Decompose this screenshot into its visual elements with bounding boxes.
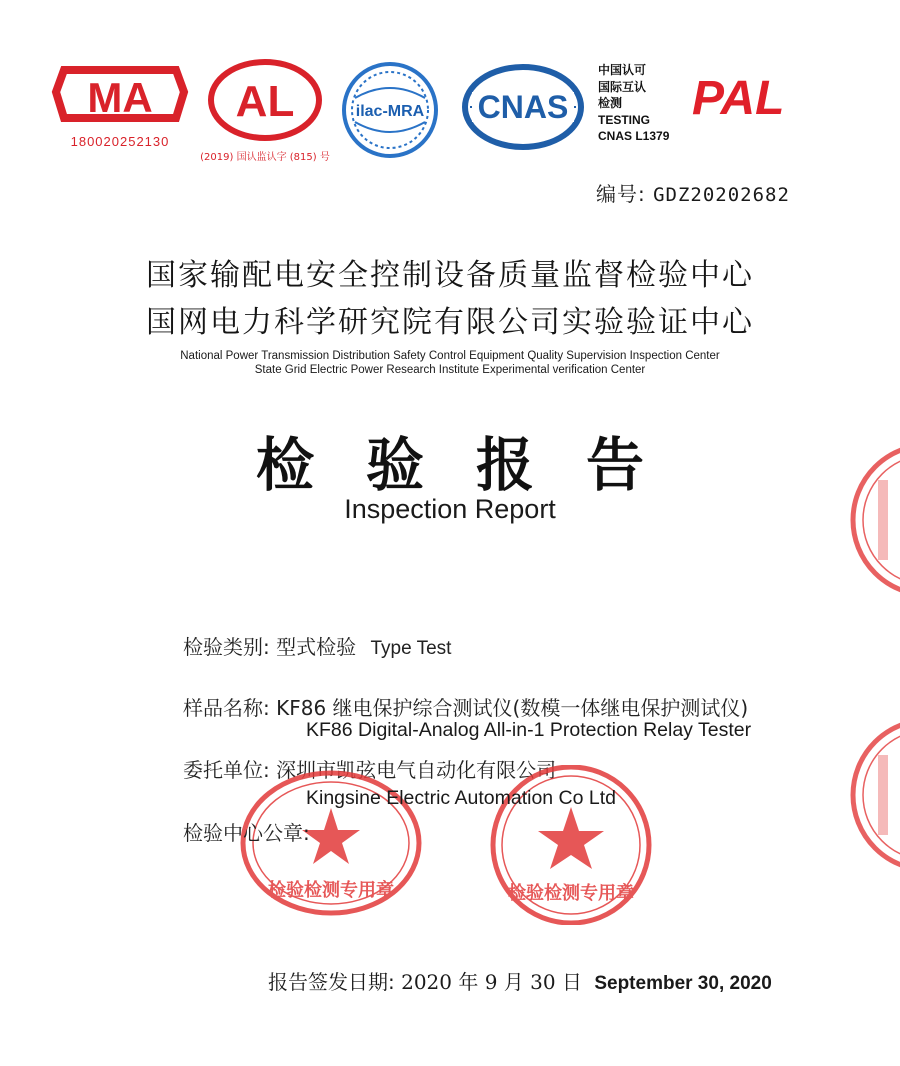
serial-label: 编号: — [596, 182, 646, 206]
report-title-en: Inspection Report — [344, 494, 556, 524]
cal-caption: (2019) 国认监认字 (815) 号 — [200, 152, 330, 163]
cnas-logo-text: CNAS — [477, 89, 569, 125]
testing-line: CNAS L1379 — [598, 129, 670, 143]
issue-date-row — [268, 966, 772, 995]
center-name-en-1: National Power Transmission Distribution Safety Control Equipment Quality Supervision Inspection Center — [180, 350, 720, 362]
title-char: 验 — [365, 431, 424, 499]
cma-logo — [50, 62, 190, 152]
report-title-cn — [0, 418, 900, 502]
cma-number: 180020252130 — [70, 134, 170, 149]
cma-logo-text: MA — [87, 74, 153, 121]
title-char: 检 — [255, 431, 314, 499]
sample-name-row — [183, 692, 748, 721]
client-cn: 深圳市凯弦电气自动化有限公司 — [276, 758, 557, 782]
inspection-type-en: Type Test — [370, 638, 452, 659]
edge-seal-fragment-bottom — [848, 715, 900, 875]
serial-value: GDZ20202682 — [653, 184, 790, 206]
cnas-logo — [458, 62, 588, 162]
testing-line: 检测 — [598, 96, 623, 110]
client-label: 委托单位: — [183, 758, 270, 782]
testing-line: TESTING — [598, 112, 651, 127]
cal-logo — [190, 58, 340, 168]
sample-name-cn: KF86 继电保护综合测试仪(数模一体继电保护测试仪) — [276, 696, 749, 720]
sample-name-en: KF86 Digital-Analog All-in-1 Protection Relay Tester — [306, 719, 752, 741]
testing-line: 国际互认 — [598, 79, 647, 94]
sample-name-label: 样品名称: — [183, 696, 270, 720]
seal-1-text: 检验检测专用章 — [268, 880, 394, 901]
title-char: 报 — [476, 431, 535, 499]
seal-2-text: 检验检测专用章 — [508, 883, 634, 904]
client-en: Kingsine Electric Automation Co Ltd — [306, 787, 617, 809]
cal-logo-text: AL — [235, 77, 295, 126]
inspection-type-row — [183, 631, 451, 660]
issue-date-label: 报告签发日期: — [268, 970, 395, 994]
seal-label: 检验中心公章: — [183, 821, 310, 845]
issue-date-cn: 2020 年 9 月 30 日 — [401, 970, 582, 994]
pal-logo-text: PAL — [692, 72, 785, 125]
testing-accreditation-text — [598, 62, 669, 145]
issue-date-en: September 30, 2020 — [594, 973, 772, 994]
center-name-cn-2: 国网电力科学研究院有限公司实验验证中心 — [146, 305, 754, 340]
center-name-cn-1: 国家输配电安全控制设备质量监督检验中心 — [146, 258, 754, 293]
report-serial-number — [596, 178, 790, 207]
seal-row — [183, 817, 310, 846]
inspection-type-cn: 型式检验 — [276, 635, 357, 659]
ilac-mra-logo — [335, 58, 445, 168]
testing-line: 中国认可 — [598, 63, 647, 77]
inspection-type-label: 检验类别: — [183, 635, 270, 659]
ilac-logo-text: ilac-MRA — [355, 103, 425, 120]
center-name-en-2: State Grid Electric Power Research Institute Experimental verification Center — [254, 364, 646, 376]
title-char: 告 — [586, 431, 645, 499]
pal-logo — [688, 66, 803, 130]
edge-seal-fragment-top — [848, 440, 900, 600]
